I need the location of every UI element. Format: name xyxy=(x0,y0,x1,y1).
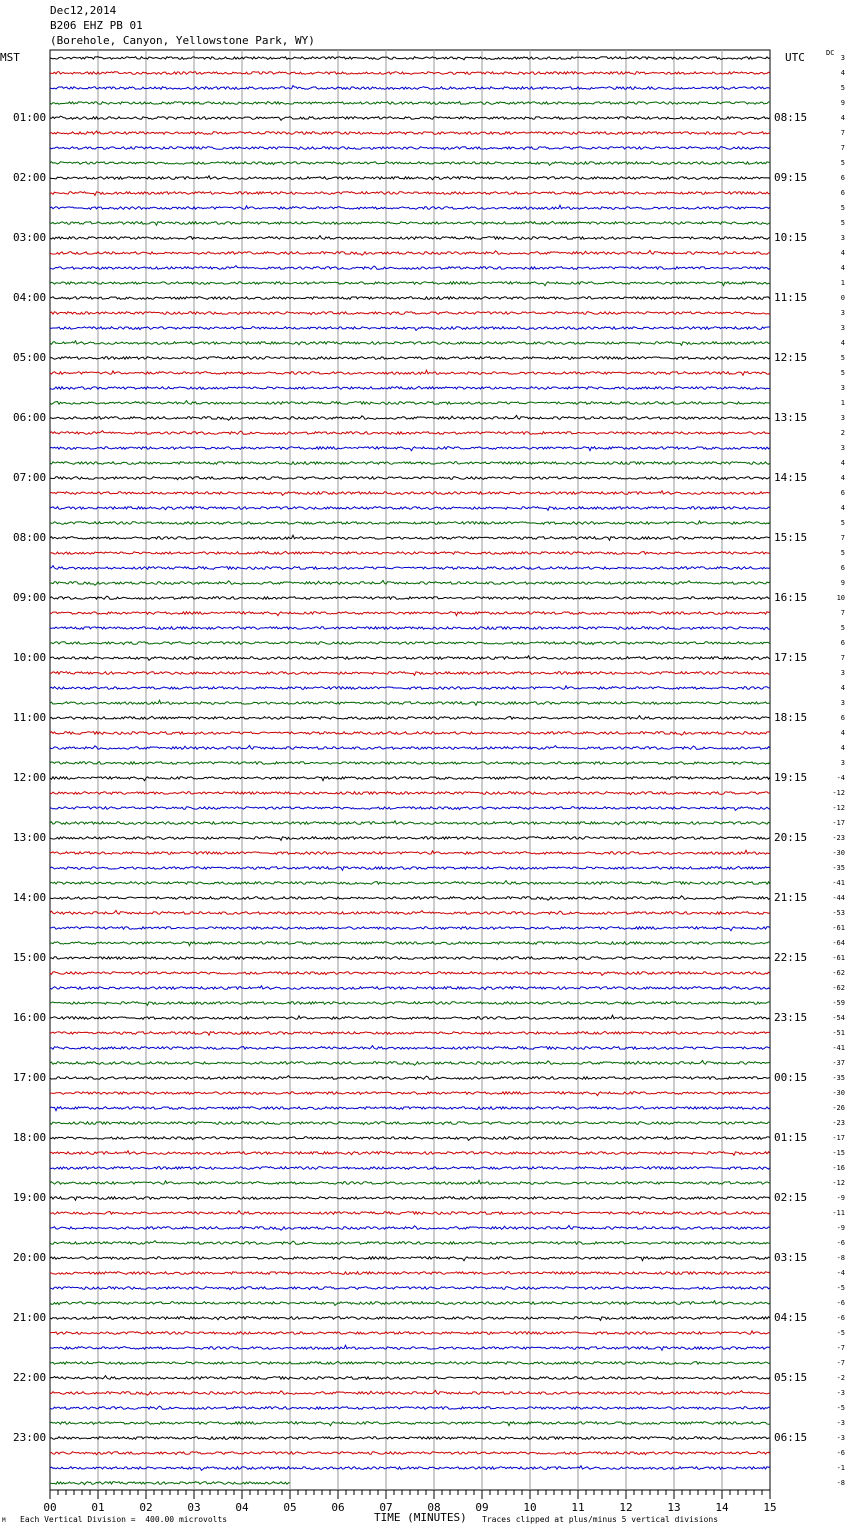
x-tick-label: 15 xyxy=(763,1501,777,1514)
left-hour-label: 23:00 xyxy=(13,1431,47,1444)
dc-offset-value: -7 xyxy=(836,1344,845,1352)
dc-offset-value: 1 xyxy=(840,399,845,407)
dc-offset-value: 9 xyxy=(840,99,845,107)
dc-offset-value: 10 xyxy=(836,594,845,602)
dc-offset-value: -15 xyxy=(832,1149,845,1157)
dc-offset-value: -51 xyxy=(832,1029,845,1037)
right-hour-label: 03:15 xyxy=(774,1251,808,1264)
dc-offset-value: -41 xyxy=(832,1044,845,1052)
right-hour-label: 12:15 xyxy=(774,351,808,364)
right-hour-label: 18:15 xyxy=(774,711,808,724)
seismic-trace xyxy=(50,762,770,765)
dc-offset-value: -59 xyxy=(832,999,845,1007)
seismic-trace xyxy=(50,1376,770,1380)
seismic-trace xyxy=(50,431,770,435)
seismic-trace xyxy=(50,642,770,645)
dc-offset-value: 2 xyxy=(840,429,845,437)
dc-offset-value: 5 xyxy=(840,204,845,212)
seismic-trace xyxy=(50,1031,770,1035)
seismic-trace xyxy=(50,1180,770,1184)
dc-offset-value: 4 xyxy=(840,729,845,737)
seismic-trace xyxy=(50,236,770,240)
seismic-trace xyxy=(50,792,770,795)
seismic-trace xyxy=(50,821,770,825)
station-location: (Borehole, Canyon, Yellowstone Park, WY) xyxy=(50,34,315,47)
seismic-trace xyxy=(50,266,770,270)
seismic-trace xyxy=(50,672,770,676)
seismic-trace xyxy=(50,1241,770,1245)
station-code: B206 EHZ PB 01 xyxy=(50,19,143,32)
dc-offset-value: -8 xyxy=(836,1479,845,1487)
x-tick-label: 10 xyxy=(523,1501,537,1514)
seismic-trace xyxy=(50,221,770,225)
seismic-trace xyxy=(50,357,770,360)
dc-offset-value: 3 xyxy=(840,444,845,452)
seismic-trace xyxy=(50,1301,770,1306)
dc-offset-value: -11 xyxy=(832,1209,845,1217)
dc-offset-value: 0 xyxy=(840,294,845,302)
seismic-trace xyxy=(50,72,770,75)
seismic-trace xyxy=(50,282,770,286)
seismic-trace xyxy=(50,1345,770,1350)
dc-offset-value: -30 xyxy=(832,1089,845,1097)
seismic-trace xyxy=(50,1406,770,1409)
right-hour-label: 09:15 xyxy=(774,171,808,184)
x-tick-label: 13 xyxy=(667,1501,681,1514)
seismic-trace xyxy=(50,1060,770,1065)
x-tick-label: 03 xyxy=(187,1501,201,1514)
right-hour-label: 22:15 xyxy=(774,951,808,964)
x-tick-label: 12 xyxy=(619,1501,633,1514)
seismic-trace xyxy=(50,596,770,599)
dc-offset-value: 3 xyxy=(840,234,845,242)
seismic-trace xyxy=(50,1122,770,1125)
x-axis-label: TIME (MINUTES) xyxy=(374,1511,467,1524)
seismic-trace xyxy=(50,101,770,104)
left-hour-label: 16:00 xyxy=(13,1011,47,1024)
seismic-trace xyxy=(50,551,770,554)
seismic-trace xyxy=(50,927,770,931)
left-hour-label: 13:00 xyxy=(13,831,47,844)
seismic-trace xyxy=(50,881,770,885)
seismic-trace xyxy=(50,1452,770,1455)
seismic-trace xyxy=(50,297,770,300)
seismic-trace xyxy=(50,462,770,465)
seismic-trace xyxy=(50,116,770,120)
dc-offset-value: -61 xyxy=(832,924,845,932)
dc-offset-value: 4 xyxy=(840,504,845,512)
dc-offset-value: -4 xyxy=(836,774,845,782)
left-hour-label: 11:00 xyxy=(13,711,47,724)
clip-note: Traces clipped at plus/minus 5 vertical divisions xyxy=(482,1515,719,1524)
left-hour-label: 09:00 xyxy=(13,591,47,604)
dc-offset-value: 4 xyxy=(840,249,845,257)
seismic-trace xyxy=(50,1137,770,1141)
dc-offset-value: 3 xyxy=(840,54,845,62)
dc-offset-value: -26 xyxy=(832,1104,845,1112)
dc-offset-value: -6 xyxy=(836,1449,845,1457)
right-hour-label: 23:15 xyxy=(774,1011,808,1024)
dc-offset-value: 5 xyxy=(840,159,845,167)
dc-offset-value: 5 xyxy=(840,369,845,377)
seismic-trace xyxy=(50,386,770,389)
dc-offset-value: 3 xyxy=(840,309,845,317)
seismic-trace xyxy=(50,507,770,511)
x-tick-label: 11 xyxy=(571,1501,585,1514)
seismic-trace xyxy=(50,147,770,150)
left-timezone-label: MST xyxy=(0,51,20,64)
x-tick-label: 07 xyxy=(379,1501,393,1514)
x-tick-label: 01 xyxy=(91,1501,105,1514)
dc-offset-value: -35 xyxy=(832,864,845,872)
dc-offset-value: 1 xyxy=(840,279,845,287)
seismic-trace xyxy=(50,807,770,811)
dc-offset-value: 7 xyxy=(840,129,845,137)
x-tick-label: 08 xyxy=(427,1501,441,1514)
seismic-trace xyxy=(50,1167,770,1170)
seismic-trace xyxy=(50,341,770,346)
seismic-trace xyxy=(50,837,770,841)
right-hour-label: 19:15 xyxy=(774,771,808,784)
dc-offset-value: 4 xyxy=(840,114,845,122)
dc-offset-value: 3 xyxy=(840,414,845,422)
right-hour-label: 17:15 xyxy=(774,651,808,664)
seismic-trace xyxy=(50,1331,770,1334)
seismic-trace xyxy=(50,896,770,900)
right-hour-label: 15:15 xyxy=(774,531,808,544)
dc-offset-value: -23 xyxy=(832,834,845,842)
seismic-trace xyxy=(50,1287,770,1290)
left-hour-label: 07:00 xyxy=(13,471,47,484)
dc-offset-value: -44 xyxy=(832,894,845,902)
seismic-trace xyxy=(50,910,770,914)
dc-offset-value: -62 xyxy=(832,984,845,992)
dc-offset-value: -53 xyxy=(832,909,845,917)
dc-offset-value: -6 xyxy=(836,1314,845,1322)
dc-offset-value: -3 xyxy=(836,1389,845,1397)
seismic-trace xyxy=(50,1361,770,1364)
dc-offset-value: 4 xyxy=(840,474,845,482)
dc-offset-value: 7 xyxy=(840,609,845,617)
seismic-trace xyxy=(50,1107,770,1111)
left-hour-label: 01:00 xyxy=(13,111,47,124)
right-hour-label: 01:15 xyxy=(774,1131,808,1144)
dc-offset-value: 4 xyxy=(840,744,845,752)
seismic-trace xyxy=(50,312,770,315)
left-hour-label: 20:00 xyxy=(13,1251,47,1264)
x-tick-label: 14 xyxy=(715,1501,729,1514)
dc-offset-value: 5 xyxy=(840,549,845,557)
right-hour-label: 13:15 xyxy=(774,411,808,424)
seismic-trace xyxy=(50,850,770,854)
dc-offset-value: 3 xyxy=(840,699,845,707)
dc-offset-value: -23 xyxy=(832,1119,845,1127)
seismic-trace xyxy=(50,580,770,585)
seismic-trace xyxy=(50,700,770,705)
left-hour-label: 18:00 xyxy=(13,1131,47,1144)
seismic-trace xyxy=(50,686,770,689)
seismic-trace xyxy=(50,1317,770,1321)
dc-offset-header: DC xyxy=(826,49,835,57)
seismic-trace xyxy=(50,1272,770,1275)
dc-offset-value: -64 xyxy=(832,939,845,947)
seismic-trace xyxy=(50,447,770,451)
dc-offset-value: -12 xyxy=(832,789,845,797)
seismic-trace xyxy=(50,535,770,540)
dc-offset-value: -1 xyxy=(836,1464,845,1472)
seismic-trace xyxy=(50,57,770,60)
dc-offset-value: -4 xyxy=(836,1269,845,1277)
right-hour-label: 04:15 xyxy=(774,1311,808,1324)
seismic-trace xyxy=(50,716,770,720)
dc-offset-value: 7 xyxy=(840,654,845,662)
seismic-trace xyxy=(50,1225,770,1230)
seismic-trace xyxy=(50,1196,770,1200)
dc-offset-value: 5 xyxy=(840,519,845,527)
left-hour-label: 17:00 xyxy=(13,1071,47,1084)
seismic-trace xyxy=(50,1076,770,1080)
seismic-trace xyxy=(50,612,770,616)
seismic-trace xyxy=(50,1002,770,1006)
seismic-trace xyxy=(50,401,770,405)
dc-offset-value: 4 xyxy=(840,459,845,467)
seismic-trace xyxy=(50,1151,770,1156)
dc-offset-value: 6 xyxy=(840,174,845,182)
scale-note: Each Vertical Division = 400.00 microvolts xyxy=(20,1515,228,1524)
dc-offset-value: 7 xyxy=(840,144,845,152)
seismic-trace xyxy=(50,627,770,630)
seismic-trace xyxy=(50,1422,770,1426)
seismic-trace xyxy=(50,250,770,255)
dc-offset-value: 5 xyxy=(840,219,845,227)
dc-offset-value: -12 xyxy=(832,1179,845,1187)
dc-offset-value: 4 xyxy=(840,69,845,77)
seismic-trace xyxy=(50,131,770,134)
dc-offset-value: 3 xyxy=(840,759,845,767)
seismic-trace xyxy=(50,415,770,420)
seismic-trace xyxy=(50,491,770,496)
seismic-trace xyxy=(50,1211,770,1215)
dc-offset-value: 7 xyxy=(840,534,845,542)
right-hour-label: 02:15 xyxy=(774,1191,808,1204)
seismic-trace xyxy=(50,192,770,196)
left-hour-label: 08:00 xyxy=(13,531,47,544)
seismic-trace xyxy=(50,972,770,976)
dc-offset-value: 9 xyxy=(840,579,845,587)
dc-offset-value: -54 xyxy=(832,1014,845,1022)
seismic-trace xyxy=(50,1466,770,1471)
seismic-trace xyxy=(50,162,770,166)
dc-offset-value: 5 xyxy=(840,354,845,362)
seismic-trace xyxy=(50,777,770,781)
seismic-trace xyxy=(50,986,770,990)
dc-offset-value: -7 xyxy=(836,1359,845,1367)
dc-offset-value: -5 xyxy=(836,1284,845,1292)
seismic-trace xyxy=(50,732,770,736)
dc-offset-value: -3 xyxy=(836,1419,845,1427)
dc-offset-value: 6 xyxy=(840,489,845,497)
right-hour-label: 16:15 xyxy=(774,591,808,604)
x-tick-label: 02 xyxy=(139,1501,153,1514)
seismic-trace xyxy=(50,866,770,870)
seismic-trace xyxy=(50,656,770,661)
dc-offset-value: -30 xyxy=(832,849,845,857)
right-hour-label: 20:15 xyxy=(774,831,808,844)
left-hour-label: 10:00 xyxy=(13,651,47,664)
left-hour-label: 05:00 xyxy=(13,351,47,364)
seismic-trace xyxy=(50,745,770,749)
seismic-trace xyxy=(50,1046,770,1050)
dc-offset-value: -9 xyxy=(836,1194,845,1202)
seismic-trace xyxy=(50,327,770,331)
x-tick-label: 06 xyxy=(331,1501,345,1514)
left-hour-label: 21:00 xyxy=(13,1311,47,1324)
seismic-trace xyxy=(50,957,770,960)
dc-offset-value: 4 xyxy=(840,339,845,347)
dc-offset-value: -16 xyxy=(832,1164,845,1172)
seismic-trace xyxy=(50,1390,770,1395)
dc-offset-value: 3 xyxy=(840,669,845,677)
dc-offset-value: -12 xyxy=(832,804,845,812)
right-hour-label: 08:15 xyxy=(774,111,808,124)
left-hour-label: 22:00 xyxy=(13,1371,47,1384)
dc-offset-value: 6 xyxy=(840,639,845,647)
dc-offset-value: -6 xyxy=(836,1299,845,1307)
x-tick-label: 05 xyxy=(283,1501,297,1514)
dc-offset-value: -61 xyxy=(832,954,845,962)
left-hour-label: 12:00 xyxy=(13,771,47,784)
right-hour-label: 05:15 xyxy=(774,1371,808,1384)
dc-offset-value: -35 xyxy=(832,1074,845,1082)
seismic-trace xyxy=(50,1482,290,1485)
right-hour-label: 14:15 xyxy=(774,471,808,484)
dc-offset-value: 3 xyxy=(840,324,845,332)
left-hour-label: 19:00 xyxy=(13,1191,47,1204)
left-hour-label: 02:00 xyxy=(13,171,47,184)
plot-date: Dec12,2014 xyxy=(50,4,117,17)
dc-offset-value: -8 xyxy=(836,1254,845,1262)
dc-offset-value: 6 xyxy=(840,714,845,722)
dc-offset-value: 5 xyxy=(840,84,845,92)
seismic-trace xyxy=(50,1092,770,1096)
seismic-trace xyxy=(50,176,770,180)
dc-offset-value: -9 xyxy=(836,1224,845,1232)
seismic-trace xyxy=(50,86,770,90)
dc-offset-value: 6 xyxy=(840,189,845,197)
seismic-trace xyxy=(50,566,770,570)
dc-offset-value: 4 xyxy=(840,264,845,272)
dc-offset-value: -62 xyxy=(832,969,845,977)
dc-offset-value: -5 xyxy=(836,1329,845,1337)
seismic-trace xyxy=(50,1257,770,1261)
x-tick-label: 00 xyxy=(43,1501,57,1514)
right-hour-label: 06:15 xyxy=(774,1431,808,1444)
x-tick-label: 09 xyxy=(475,1501,489,1514)
dc-offset-value: 6 xyxy=(840,564,845,572)
seismic-trace xyxy=(50,942,770,946)
corner-mark: M xyxy=(2,1517,6,1524)
right-hour-label: 00:15 xyxy=(774,1071,808,1084)
x-tick-label: 04 xyxy=(235,1501,249,1514)
dc-offset-value: -37 xyxy=(832,1059,845,1067)
seismic-trace xyxy=(50,1015,770,1019)
seismic-trace xyxy=(50,370,770,375)
seismic-trace xyxy=(50,477,770,480)
dc-offset-value: -17 xyxy=(832,819,845,827)
right-hour-label: 10:15 xyxy=(774,231,808,244)
dc-offset-value: 4 xyxy=(840,684,845,692)
dc-offset-value: -2 xyxy=(836,1374,845,1382)
left-hour-label: 15:00 xyxy=(13,951,47,964)
dc-offset-value: -17 xyxy=(832,1134,845,1142)
seismic-trace xyxy=(50,521,770,524)
left-hour-label: 04:00 xyxy=(13,291,47,304)
dc-offset-value: 3 xyxy=(840,384,845,392)
seismic-trace xyxy=(50,1437,770,1440)
right-hour-label: 11:15 xyxy=(774,291,808,304)
dc-offset-value: -3 xyxy=(836,1434,845,1442)
dc-offset-value: -41 xyxy=(832,879,845,887)
seismic-trace xyxy=(50,205,770,209)
dc-offset-value: -6 xyxy=(836,1239,845,1247)
right-timezone-label: UTC xyxy=(785,51,805,64)
dc-offset-value: -5 xyxy=(836,1404,845,1412)
left-hour-label: 14:00 xyxy=(13,891,47,904)
left-hour-label: 06:00 xyxy=(13,411,47,424)
left-hour-label: 03:00 xyxy=(13,231,47,244)
dc-offset-value: 5 xyxy=(840,624,845,632)
right-hour-label: 21:15 xyxy=(774,891,808,904)
